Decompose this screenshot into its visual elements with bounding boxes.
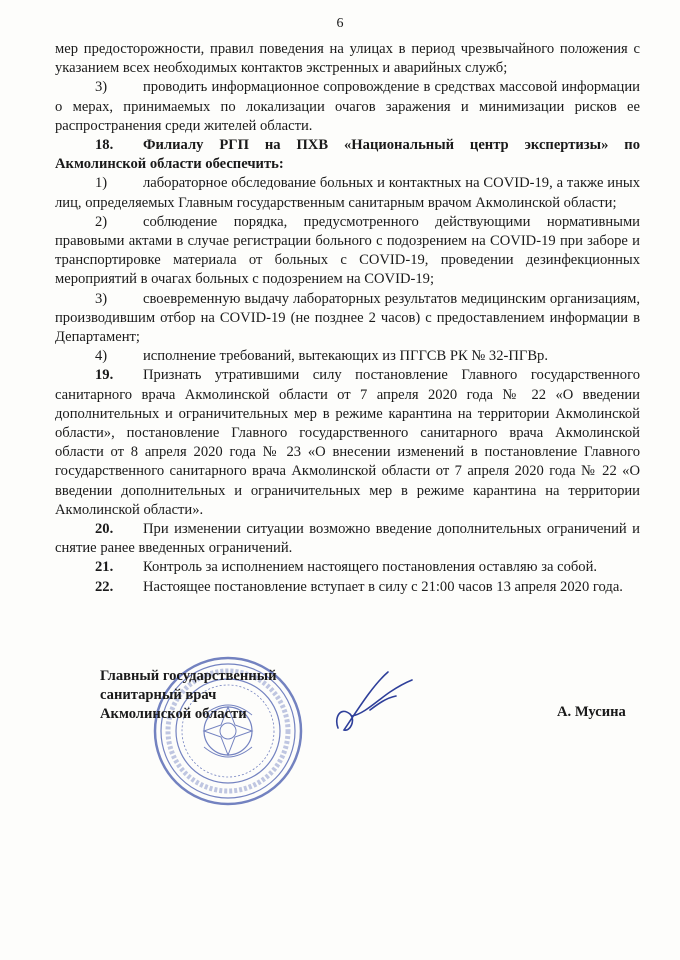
item-number: 4) [95, 348, 108, 365]
item-text: Контроль за исполнением настоящего постановления оставляю за собой. [143, 559, 598, 576]
paragraph-item-17-3 [55, 78, 640, 136]
item-number: 3) [95, 290, 108, 307]
item-text: своевременную выдачу лабораторных результатов медицинским организациям, производившим отбор на COVID-19 (не позднее 2 часов) с предоставлением информации в Департамент; [55, 290, 640, 346]
paragraph-item-18-1 [55, 174, 640, 212]
item-text: Настоящее постановление вступает в силу с 21:00 часов 13 апреля 2020 года. [143, 578, 623, 595]
signer-title-line: Главный государственный [100, 668, 277, 684]
item-text: Признать утратившими силу постановление Главного государственного санитарного врача Акмолинской области от 7 апреля 2020 года № 22 «О введении дополнительных и ограничительных мер в режиме карантина на территории Акмолинской области», постановление Главного государственного санитарного врача Акмолинской области от 8 апреля 2020 года № 23 «О внесении изменений в постановление Главного государственного санитарного врача Акмолинской области от 7 апреля 2020 года № 22 «О введении дополнительных и ограничительных мер в режиме карантина на территории Акмолинской области». [55, 367, 640, 518]
paragraph-19 [55, 366, 640, 520]
item-number: 1) [95, 175, 108, 192]
item-number: 22. [95, 578, 114, 595]
handwritten-signature [330, 670, 415, 740]
paragraph-20 [55, 520, 640, 558]
signer-title-line: санитарный врач [100, 687, 217, 703]
signer-title [100, 667, 277, 724]
paragraph-continuation: мер предосторожности, правил поведения на улицах в период чрезвычайного положения с указанием всех необходимых контактов экстренных и аварийных служб; [55, 41, 640, 77]
item-text: соблюдение порядка, предусмотренного действующими нормативными правовыми актами в случае регистрации больного с подозрением на COVID-19 при заборе и транспортировке материала от больных с COVID-19, проведении дезинфекционных мероприятий в очагах больных с подозрением на COVID-19; [55, 213, 640, 288]
item-text: проводить информационное сопровождение в средствах массовой информации о мерах, принимаемых по локализации очагов заражения и минимизации рисков ее распространения среди жителей области. [55, 79, 640, 134]
paragraph-22 [55, 578, 640, 597]
paragraph-21 [55, 558, 640, 577]
paragraph-item-18-4 [55, 347, 640, 366]
page-number: 6 [336, 16, 344, 31]
paragraph-18 [55, 136, 640, 174]
item-number: 3) [95, 79, 108, 96]
item-number: 2) [95, 213, 108, 230]
signer-title-line: Акмолинской области [100, 706, 247, 722]
document-body [55, 40, 640, 597]
item-text: Филиалу РГП на ПХВ «Национальный центр экспертизы» по Акмолинской области обеспечить: [55, 137, 640, 173]
paragraph-item-18-2 [55, 213, 640, 290]
item-text: исполнение требований, вытекающих из ПГГСВ РК № 32-ПГВр. [143, 348, 549, 365]
item-number: 18. [95, 137, 114, 154]
item-number: 21. [95, 559, 114, 576]
item-number: 19. [95, 367, 114, 384]
item-text: При изменении ситуации возможно введение дополнительных ограничений и снятие ранее введенных ограничений. [55, 521, 640, 557]
paragraph-item-18-3 [55, 290, 640, 348]
item-number: 20. [95, 521, 114, 538]
item-text: лабораторное обследование больных и контактных на COVID-19, а также иных лиц, определяемых Главным государственным санитарным врачом Акмолинской области; [55, 175, 640, 211]
signer-name: А. Мусина [557, 704, 626, 720]
